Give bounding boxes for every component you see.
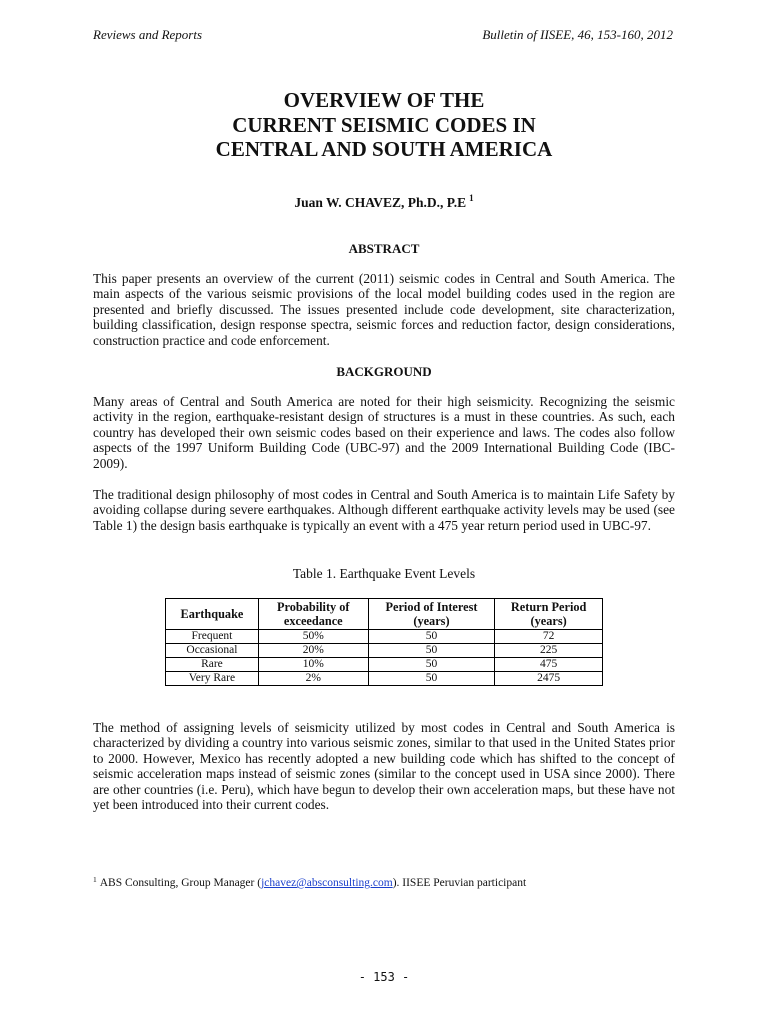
author-footnote-mark: 1 [469,193,474,203]
header-period-of-interest: Period of Interest (years) [368,599,495,630]
title-line-1: OVERVIEW OF THE [283,88,485,112]
table-cell: 50% [258,630,368,644]
paper-title [0,88,768,162]
table-cell: Frequent [166,630,259,644]
page-number: - 153 - [358,970,410,984]
table-cell: 2% [258,672,368,686]
author-name: Juan W. CHAVEZ, Ph.D., P.E [294,195,467,210]
table-cell: 475 [495,658,603,672]
footnote-mark: 1 [93,875,97,884]
table-row [166,658,603,672]
table-cell: Rare [166,658,259,672]
header-probability: Probability of exceedance [258,599,368,630]
table-cell: Occasional [166,644,259,658]
header-return-period: Return Period (years) [495,599,603,630]
earthquake-levels-table [165,598,603,686]
table-cell: Very Rare [166,672,259,686]
table-cell: 50 [368,630,495,644]
background-paragraph-3: The method of assigning levels of seismicity utilized by most codes in Central and South America is characterized by dividing a country into various seismic zones, similar to that used in the United States prior to 2000. However, Mexico has recently adopted a new building code which has shifted to the concept of seismic acceleration maps instead of seismic zones (similar to the concept used in USA since 2000). There are other countries (i.e. Peru), which have begun to develop their own acceleration maps, but these have not yet been introduced into their current codes. [93,720,675,813]
running-header-right: Bulletin of IISEE, 46, 153-160, 2012 [482,27,673,42]
background-paragraph-2: The traditional design philosophy of most codes in Central and South America is to maintain Life Safety by avoiding collapse during severe earthquakes. Although different earthquake activity levels may be used (see Table 1) the design basis earthquake is typically an event with a 475 year return period used in UBC-97. [93,487,675,533]
abstract-heading: ABSTRACT [348,241,420,256]
email-link[interactable]: jchavez@absconsulting.com [261,877,393,889]
running-header-left: Reviews and Reports [93,27,203,42]
abstract-paragraph: This paper presents an overview of the current (2011) seismic codes in Central and South America. The main aspects of the various seismic provisions of the local model building codes used in the region are presented and briefly discussed. The issues presented include code development, site characterization, building classification, design response spectra, seismic forces and reduction factor, design considerations, construction practice and code enforcement. [93,271,675,348]
footnote-prefix: ABS Consulting, Group Manager ( [99,877,262,889]
header-earthquake: Earthquake [166,599,259,630]
table-cell: 10% [258,658,368,672]
table-cell: 50 [368,644,495,658]
table-header-row [166,599,603,630]
table-cell: 50 [368,672,495,686]
background-heading: BACKGROUND [336,364,432,379]
footnote [93,875,526,889]
table-cell: 20% [258,644,368,658]
table-row [166,672,603,686]
author-line [0,193,768,211]
table-cell: 50 [368,658,495,672]
table-row [166,644,603,658]
table-row [166,630,603,644]
table-cell: 225 [495,644,603,658]
title-line-2: CURRENT SEISMIC CODES IN [232,112,536,137]
table-cell: 2475 [495,672,603,686]
table-caption: Table 1. Earthquake Event Levels [292,566,476,581]
table-cell: 72 [495,630,603,644]
background-paragraph-1: Many areas of Central and South America are noted for their high seismicity. Recognizing the seismic activity in the region, earthquake-resistant design of structures is a must in these countries. As such, each country has developed their own seismic codes based on their experience and laws. The codes also follow aspects of the 1997 Uniform Building Code (UBC-97) and the 2009 International Building Code (IBC-2009). [93,394,675,471]
title-line-3: CENTRAL AND SOUTH AMERICA [215,137,553,161]
footnote-suffix: ). IISEE Peruvian participant [392,877,527,889]
